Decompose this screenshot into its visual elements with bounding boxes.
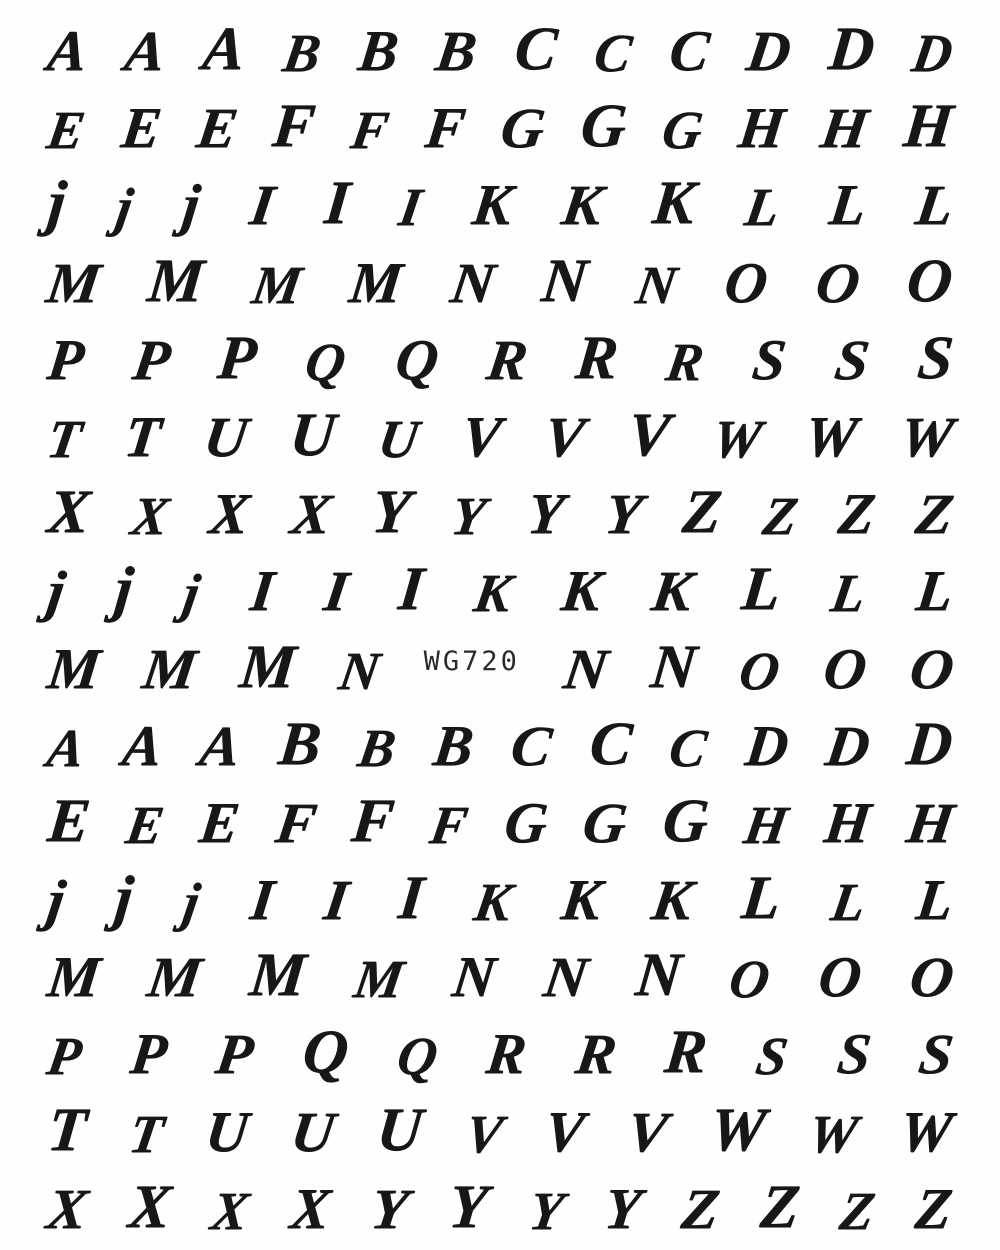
letter-sticker: I bbox=[321, 169, 353, 238]
letter-sticker: F bbox=[271, 791, 321, 855]
letter-sticker: j bbox=[43, 869, 69, 933]
letter-sticker: T bbox=[44, 1095, 90, 1164]
letter-sticker: X bbox=[206, 481, 254, 547]
letter-sticker: W bbox=[895, 405, 958, 469]
product-code-label: WG720 bbox=[423, 646, 520, 677]
letter-sticker: N bbox=[448, 944, 499, 1010]
letter-row bbox=[0, 863, 1000, 935]
letter-sticker: G bbox=[659, 786, 712, 855]
letter-sticker: W bbox=[896, 1098, 956, 1164]
letter-sticker: M bbox=[139, 637, 201, 701]
letter-sticker: O bbox=[811, 251, 864, 315]
letter-sticker: P bbox=[127, 1021, 171, 1087]
letter-sticker: S bbox=[833, 1021, 874, 1087]
letter-sticker: D bbox=[741, 712, 792, 778]
letter-sticker: Y bbox=[601, 1175, 645, 1241]
letter-sticker: S bbox=[830, 328, 873, 392]
letter-sticker: M bbox=[44, 944, 104, 1010]
letter-sticker: U bbox=[202, 1098, 253, 1164]
letter-sticker: K bbox=[468, 172, 516, 238]
letter-sticker: H bbox=[735, 95, 789, 161]
letter-sticker: P bbox=[128, 328, 174, 392]
letter-sticker: W bbox=[801, 403, 862, 469]
letter-sticker: I bbox=[247, 867, 278, 933]
letter-sticker: U bbox=[286, 400, 339, 469]
letter-sticker: U bbox=[286, 1100, 339, 1164]
letter-sticker: E bbox=[117, 95, 165, 161]
letter-sticker: V bbox=[460, 1103, 507, 1164]
letter-sticker: B bbox=[354, 717, 400, 778]
letter-sticker: R bbox=[483, 1021, 531, 1087]
letter-sticker: L bbox=[826, 563, 870, 624]
letter-row bbox=[0, 554, 1000, 626]
letter-sticker: Y bbox=[368, 478, 414, 547]
letter-sticker: F bbox=[347, 100, 393, 161]
letter-sticker: N bbox=[632, 941, 685, 1010]
letter-row bbox=[0, 14, 1000, 86]
letter-sticker: W bbox=[803, 1103, 862, 1164]
letter-sticker: A bbox=[199, 15, 249, 83]
letter-sticker: K bbox=[647, 560, 697, 624]
letter-sticker: G bbox=[657, 100, 707, 161]
letter-sticker: C bbox=[507, 714, 556, 778]
letter-sticker: F bbox=[421, 95, 469, 161]
letter-sticker: Y bbox=[367, 1177, 413, 1241]
letter-sticker: C bbox=[665, 717, 711, 778]
letter-sticker: M bbox=[144, 946, 206, 1010]
letter-sticker: W bbox=[706, 1095, 769, 1164]
letter-sticker: R bbox=[482, 328, 531, 392]
letter-sticker: X bbox=[42, 1177, 92, 1241]
letter-sticker: N bbox=[539, 946, 592, 1010]
letter-sticker: I bbox=[395, 177, 426, 238]
letter-sticker: M bbox=[350, 949, 408, 1010]
letter-sticker: Q bbox=[391, 326, 442, 392]
letter-sticker: Z bbox=[912, 1175, 956, 1241]
letter-sticker: S bbox=[914, 323, 956, 392]
letter-sticker: H bbox=[820, 789, 875, 855]
letter-sticker: N bbox=[647, 632, 700, 701]
letter-sticker: Z bbox=[758, 486, 802, 547]
letter-sticker: G bbox=[577, 92, 629, 161]
letter-row bbox=[0, 1095, 1000, 1167]
letter-sticker: O bbox=[735, 640, 784, 701]
letter-sticker: V bbox=[458, 403, 506, 469]
letter-sticker: j bbox=[179, 563, 204, 624]
letter-sticker: X bbox=[126, 486, 173, 547]
letter-sticker: E bbox=[121, 794, 168, 855]
letter-sticker: X bbox=[286, 483, 335, 547]
letter-sticker: D bbox=[821, 714, 874, 778]
letter-sticker: H bbox=[900, 92, 956, 161]
letter-sticker: j bbox=[111, 177, 137, 238]
letter-sticker: C bbox=[666, 18, 714, 83]
letter-sticker: R bbox=[662, 331, 708, 392]
letter-sticker: I bbox=[247, 558, 278, 624]
letter-sticker: I bbox=[320, 560, 353, 624]
letter-sticker: N bbox=[334, 640, 384, 701]
letter-sticker: T bbox=[121, 403, 165, 469]
letter-sticker: Z bbox=[679, 478, 725, 547]
letter-sticker: H bbox=[740, 794, 792, 855]
letter-sticker: G bbox=[500, 789, 551, 855]
letter-sticker: K bbox=[647, 869, 697, 933]
letter-row bbox=[0, 246, 1000, 318]
letter-sticker: U bbox=[373, 1095, 426, 1164]
letter-sticker: R bbox=[571, 1023, 620, 1087]
letter-sticker: C bbox=[511, 15, 560, 83]
letter-sticker: O bbox=[815, 944, 865, 1010]
letter-row bbox=[0, 477, 1000, 549]
letter-row bbox=[0, 1172, 1000, 1244]
letter-sticker: L bbox=[912, 174, 958, 238]
letter-sticker: K bbox=[469, 872, 516, 933]
letter-sticker: Y bbox=[447, 486, 491, 547]
letter-sticker: K bbox=[558, 558, 606, 624]
letter-sticker: N bbox=[559, 637, 612, 701]
letter-sticker: N bbox=[446, 251, 499, 315]
letter-sticker: I bbox=[395, 555, 427, 624]
letter-sticker: V bbox=[622, 1100, 672, 1164]
letter-row bbox=[0, 400, 1000, 472]
letter-sticker: Q bbox=[299, 1018, 352, 1087]
letter-sticker: Y bbox=[524, 1180, 568, 1241]
letter-sticker: Z bbox=[836, 1180, 879, 1241]
letter-sticker: U bbox=[199, 405, 252, 469]
letter-row bbox=[0, 91, 1000, 163]
letter-sticker: L bbox=[826, 872, 870, 933]
letter-sticker: O bbox=[903, 246, 956, 315]
letter-sticker: I bbox=[395, 864, 427, 933]
letter-sticker: Z bbox=[912, 483, 958, 547]
letter-sticker: D bbox=[903, 709, 956, 778]
letter-sticker: B bbox=[275, 709, 324, 778]
letter-sticker: L bbox=[738, 864, 784, 933]
letter-sticker: G bbox=[579, 791, 631, 855]
letter-sticker: X bbox=[44, 478, 94, 547]
letter-sticker: S bbox=[915, 1023, 958, 1087]
letter-sticker: I bbox=[246, 174, 279, 238]
letter-sticker: D bbox=[908, 23, 957, 83]
letter-sticker: V bbox=[541, 1098, 589, 1164]
letter-sticker: F bbox=[348, 786, 398, 855]
letter-sticker: P bbox=[44, 326, 88, 392]
letter-sticker: A bbox=[120, 20, 170, 83]
letter-sticker: O bbox=[721, 249, 772, 315]
letter-sticker: I bbox=[320, 869, 353, 933]
letter-sticker: O bbox=[820, 635, 870, 701]
letter-sticker: j bbox=[179, 872, 204, 933]
letter-sticker: V bbox=[624, 400, 673, 469]
letter-sticker: Q bbox=[393, 1026, 442, 1087]
letter-sticker: E bbox=[44, 786, 94, 855]
letter-row bbox=[0, 940, 1000, 1012]
letter-sticker: Q bbox=[301, 331, 351, 392]
letter-sticker: R bbox=[572, 323, 621, 392]
letter-sticker: Y bbox=[524, 481, 568, 547]
letter-sticker: D bbox=[825, 15, 878, 83]
letter-sticker: A bbox=[44, 18, 91, 83]
letter-sticker: F bbox=[426, 794, 472, 855]
letter-sticker: D bbox=[743, 20, 795, 83]
letter-sticker: A bbox=[196, 714, 245, 778]
letter-sticker: R bbox=[661, 1018, 711, 1087]
letter-sticker: E bbox=[196, 789, 244, 855]
letter-sticker: B bbox=[355, 18, 402, 83]
letter-sticker: L bbox=[740, 177, 784, 238]
letter-sticker: T bbox=[43, 408, 86, 469]
letter-sticker: B bbox=[430, 712, 478, 778]
letter-sticker: S bbox=[749, 326, 790, 392]
letter-sticker: C bbox=[586, 709, 635, 778]
letter-sticker: j bbox=[112, 555, 137, 624]
letter-sticker: E bbox=[192, 97, 242, 161]
letter-sticker: V bbox=[540, 405, 589, 469]
letter-sticker: K bbox=[469, 563, 516, 624]
letter-sticker: Z bbox=[757, 1172, 803, 1241]
letter-sticker: L bbox=[912, 867, 956, 933]
letter-sticker: L bbox=[738, 555, 784, 624]
letter-sticker: M bbox=[236, 632, 299, 701]
letter-sticker: X bbox=[125, 1172, 174, 1241]
letter-sticker: T bbox=[124, 1103, 168, 1164]
letter-sticker: K bbox=[558, 867, 606, 933]
letter-sticker: Z bbox=[678, 1177, 724, 1241]
letter-sticker: j bbox=[44, 169, 69, 238]
letter-row bbox=[0, 632, 1000, 704]
letter-sticker: B bbox=[279, 23, 325, 83]
letter-sticker: N bbox=[538, 246, 591, 315]
letter-sticker: M bbox=[42, 251, 105, 315]
letter-sticker: P bbox=[215, 323, 261, 392]
letter-row bbox=[0, 168, 1000, 240]
letter-sticker: N bbox=[631, 254, 681, 315]
letter-sticker: M bbox=[144, 246, 208, 315]
letter-sticker: O bbox=[905, 637, 958, 701]
letter-sticker: H bbox=[816, 97, 872, 161]
letter-row bbox=[0, 323, 1000, 395]
letter-row bbox=[0, 709, 1000, 781]
letter-sticker: X bbox=[286, 1175, 334, 1241]
letter-sticker: A bbox=[119, 712, 167, 778]
letter-sticker: j bbox=[112, 864, 137, 933]
letter-sticker: M bbox=[247, 254, 306, 315]
letter-sticker: P bbox=[212, 1023, 258, 1087]
letter-sticker: O bbox=[905, 946, 958, 1010]
letter-sticker: Y bbox=[445, 1172, 491, 1241]
letter-sticker: H bbox=[902, 791, 958, 855]
letter-sticker: M bbox=[346, 249, 407, 315]
letter-sticker: B bbox=[432, 20, 481, 83]
letter-row bbox=[0, 1017, 1000, 1089]
letter-sticker: j bbox=[43, 560, 69, 624]
letter-sticker: E bbox=[43, 100, 89, 161]
letter-sticker: L bbox=[826, 172, 870, 238]
letter-sticker: U bbox=[374, 408, 423, 469]
letter-sticker: G bbox=[496, 97, 549, 161]
letter-sticker: F bbox=[269, 92, 319, 161]
letter-sticker: X bbox=[207, 1180, 254, 1241]
letter-row bbox=[0, 786, 1000, 858]
letter-sticker: A bbox=[43, 717, 89, 778]
letter-sticker: j bbox=[179, 172, 204, 238]
letter-sticker: Y bbox=[600, 483, 646, 547]
letter-sticker: P bbox=[43, 1026, 86, 1087]
letter-sticker: Z bbox=[835, 481, 879, 547]
letter-sticker: S bbox=[752, 1026, 792, 1087]
letter-sticker: C bbox=[590, 23, 636, 83]
letter-sticker: M bbox=[44, 635, 104, 701]
letter-sticker: K bbox=[649, 169, 698, 238]
letter-sticker: K bbox=[558, 174, 607, 238]
letter-sticker: O bbox=[725, 949, 774, 1010]
letter-sticker: L bbox=[912, 558, 956, 624]
letter-sticker: W bbox=[708, 408, 766, 469]
letter-sticker: M bbox=[246, 941, 309, 1010]
